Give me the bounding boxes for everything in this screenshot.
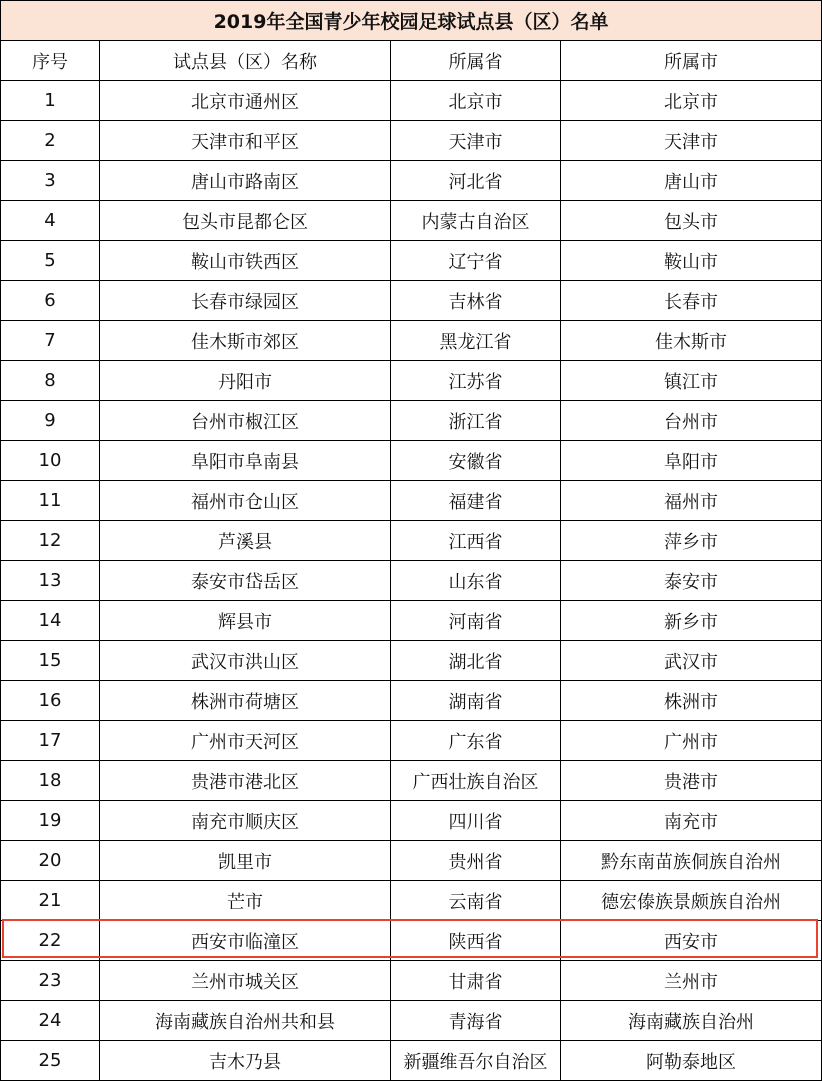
cell-county-name[interactable]: 南充市顺庆区 (100, 801, 391, 841)
cell-city[interactable]: 阜阳市 (561, 441, 822, 481)
cell-province[interactable]: 新疆维吾尔自治区 (391, 1041, 561, 1081)
cell-city[interactable]: 包头市 (561, 201, 822, 241)
table-row (1, 361, 822, 401)
cell-county-name[interactable]: 凯里市 (100, 841, 391, 881)
cell-province[interactable]: 青海省 (391, 1001, 561, 1041)
table-row (1, 201, 822, 241)
cell-index[interactable]: 20 (1, 841, 100, 881)
cell-province[interactable]: 内蒙古自治区 (391, 201, 561, 241)
cell-index[interactable]: 24 (1, 1001, 100, 1041)
cell-province[interactable]: 甘肃省 (391, 961, 561, 1001)
cell-index[interactable]: 12 (1, 521, 100, 561)
cell-city[interactable]: 镇江市 (561, 361, 822, 401)
cell-county-name[interactable]: 海南藏族自治州共和县 (100, 1001, 391, 1041)
cell-county-name[interactable]: 鞍山市铁西区 (100, 241, 391, 281)
table-row (1, 241, 822, 281)
cell-city[interactable]: 福州市 (561, 481, 822, 521)
cell-county-name[interactable]: 辉县市 (100, 601, 391, 641)
cell-city[interactable]: 贵港市 (561, 761, 822, 801)
cell-index[interactable]: 16 (1, 681, 100, 721)
cell-city[interactable]: 株洲市 (561, 681, 822, 721)
cell-index[interactable]: 1 (1, 81, 100, 121)
table-row (1, 321, 822, 361)
cell-province[interactable]: 陕西省 (391, 921, 561, 961)
cell-province[interactable]: 北京市 (391, 81, 561, 121)
cell-province[interactable]: 广西壮族自治区 (391, 761, 561, 801)
table-row (1, 281, 822, 321)
cell-county-name[interactable]: 贵港市港北区 (100, 761, 391, 801)
cell-province[interactable]: 辽宁省 (391, 241, 561, 281)
cell-county-name[interactable]: 长春市绿园区 (100, 281, 391, 321)
cell-index[interactable]: 17 (1, 721, 100, 761)
cell-county-name[interactable]: 福州市仓山区 (100, 481, 391, 521)
cell-county-name[interactable]: 唐山市路南区 (100, 161, 391, 201)
table-row (1, 721, 822, 761)
cell-county-name[interactable]: 西安市临潼区 (100, 921, 391, 961)
cell-index[interactable]: 25 (1, 1041, 100, 1081)
cell-city[interactable]: 德宏傣族景颇族自治州 (561, 881, 822, 921)
table-row (1, 561, 822, 601)
cell-city[interactable]: 西安市 (561, 921, 822, 961)
title-row (1, 1, 822, 41)
cell-city[interactable]: 泰安市 (561, 561, 822, 601)
cell-county-name[interactable]: 佳木斯市郊区 (100, 321, 391, 361)
cell-province[interactable]: 天津市 (391, 121, 561, 161)
cell-province[interactable]: 湖南省 (391, 681, 561, 721)
cell-city[interactable]: 佳木斯市 (561, 321, 822, 361)
cell-province[interactable]: 四川省 (391, 801, 561, 841)
cell-county-name[interactable]: 吉木乃县 (100, 1041, 391, 1081)
cell-province[interactable]: 贵州省 (391, 841, 561, 881)
cell-province[interactable]: 湖北省 (391, 641, 561, 681)
table-row (1, 961, 822, 1001)
cell-province[interactable]: 广东省 (391, 721, 561, 761)
cell-index[interactable]: 14 (1, 601, 100, 641)
cell-province[interactable]: 吉林省 (391, 281, 561, 321)
cell-city[interactable]: 武汉市 (561, 641, 822, 681)
cell-index[interactable]: 9 (1, 401, 100, 441)
table-row (1, 161, 822, 201)
cell-province[interactable]: 山东省 (391, 561, 561, 601)
cell-province[interactable]: 安徽省 (391, 441, 561, 481)
cell-city[interactable]: 北京市 (561, 81, 822, 121)
cell-county-name[interactable]: 台州市椒江区 (100, 401, 391, 441)
cell-province[interactable]: 江苏省 (391, 361, 561, 401)
cell-county-name[interactable]: 芦溪县 (100, 521, 391, 561)
table-row (1, 401, 822, 441)
table-row (1, 81, 822, 121)
cell-index[interactable]: 19 (1, 801, 100, 841)
header-city[interactable]: 所属市 (561, 41, 822, 81)
cell-county-name[interactable]: 泰安市岱岳区 (100, 561, 391, 601)
cell-city[interactable]: 长春市 (561, 281, 822, 321)
cell-county-name[interactable]: 株洲市荷塘区 (100, 681, 391, 721)
cell-city[interactable]: 海南藏族自治州 (561, 1001, 822, 1041)
table-row (1, 1001, 822, 1041)
table-row (1, 481, 822, 521)
cell-index[interactable]: 2 (1, 121, 100, 161)
cell-index[interactable]: 10 (1, 441, 100, 481)
table-row (1, 761, 822, 801)
cell-county-name[interactable]: 广州市天河区 (100, 721, 391, 761)
cell-province[interactable]: 福建省 (391, 481, 561, 521)
table-row (1, 921, 822, 961)
cell-county-name[interactable]: 武汉市洪山区 (100, 641, 391, 681)
cell-index[interactable]: 6 (1, 281, 100, 321)
cell-province[interactable]: 浙江省 (391, 401, 561, 441)
cell-index[interactable]: 5 (1, 241, 100, 281)
table-row (1, 441, 822, 481)
cell-city[interactable]: 唐山市 (561, 161, 822, 201)
cell-city[interactable]: 南充市 (561, 801, 822, 841)
cell-province[interactable]: 黑龙江省 (391, 321, 561, 361)
table-title[interactable]: 2019年全国青少年校园足球试点县（区）名单 (1, 1, 822, 41)
cell-index[interactable]: 7 (1, 321, 100, 361)
header-row (1, 41, 822, 81)
cell-index[interactable]: 18 (1, 761, 100, 801)
cell-county-name[interactable]: 芒市 (100, 881, 391, 921)
cell-county-name[interactable]: 包头市昆都仑区 (100, 201, 391, 241)
cell-city[interactable]: 萍乡市 (561, 521, 822, 561)
table-row (1, 641, 822, 681)
cell-index[interactable]: 15 (1, 641, 100, 681)
table-row (1, 841, 822, 881)
cell-county-name[interactable]: 丹阳市 (100, 361, 391, 401)
cell-index[interactable]: 4 (1, 201, 100, 241)
cell-city[interactable]: 鞍山市 (561, 241, 822, 281)
cell-county-name[interactable]: 阜阳市阜南县 (100, 441, 391, 481)
cell-county-name[interactable]: 兰州市城关区 (100, 961, 391, 1001)
cell-index[interactable]: 3 (1, 161, 100, 201)
cell-city[interactable]: 台州市 (561, 401, 822, 441)
cell-province[interactable]: 云南省 (391, 881, 561, 921)
cell-province[interactable]: 河北省 (391, 161, 561, 201)
cell-index[interactable]: 22 (1, 921, 100, 961)
cell-city[interactable]: 黔东南苗族侗族自治州 (561, 841, 822, 881)
cell-city[interactable]: 广州市 (561, 721, 822, 761)
header-index[interactable]: 序号 (1, 41, 100, 81)
cell-index[interactable]: 11 (1, 481, 100, 521)
cell-index[interactable]: 13 (1, 561, 100, 601)
cell-city[interactable]: 兰州市 (561, 961, 822, 1001)
cell-city[interactable]: 阿勒泰地区 (561, 1041, 822, 1081)
table-row (1, 681, 822, 721)
header-province[interactable]: 所属省 (391, 41, 561, 81)
table-row (1, 601, 822, 641)
cell-county-name[interactable]: 北京市通州区 (100, 81, 391, 121)
cell-index[interactable]: 23 (1, 961, 100, 1001)
cell-province[interactable]: 江西省 (391, 521, 561, 561)
cell-index[interactable]: 21 (1, 881, 100, 921)
cell-city[interactable]: 天津市 (561, 121, 822, 161)
cell-county-name[interactable]: 天津市和平区 (100, 121, 391, 161)
cell-index[interactable]: 8 (1, 361, 100, 401)
table-row (1, 881, 822, 921)
table-row (1, 1041, 822, 1081)
table-row (1, 801, 822, 841)
table-row (1, 521, 822, 561)
cell-city[interactable]: 新乡市 (561, 601, 822, 641)
table-row (1, 121, 822, 161)
cell-province[interactable]: 河南省 (391, 601, 561, 641)
header-county-name[interactable]: 试点县（区）名称 (100, 41, 391, 81)
